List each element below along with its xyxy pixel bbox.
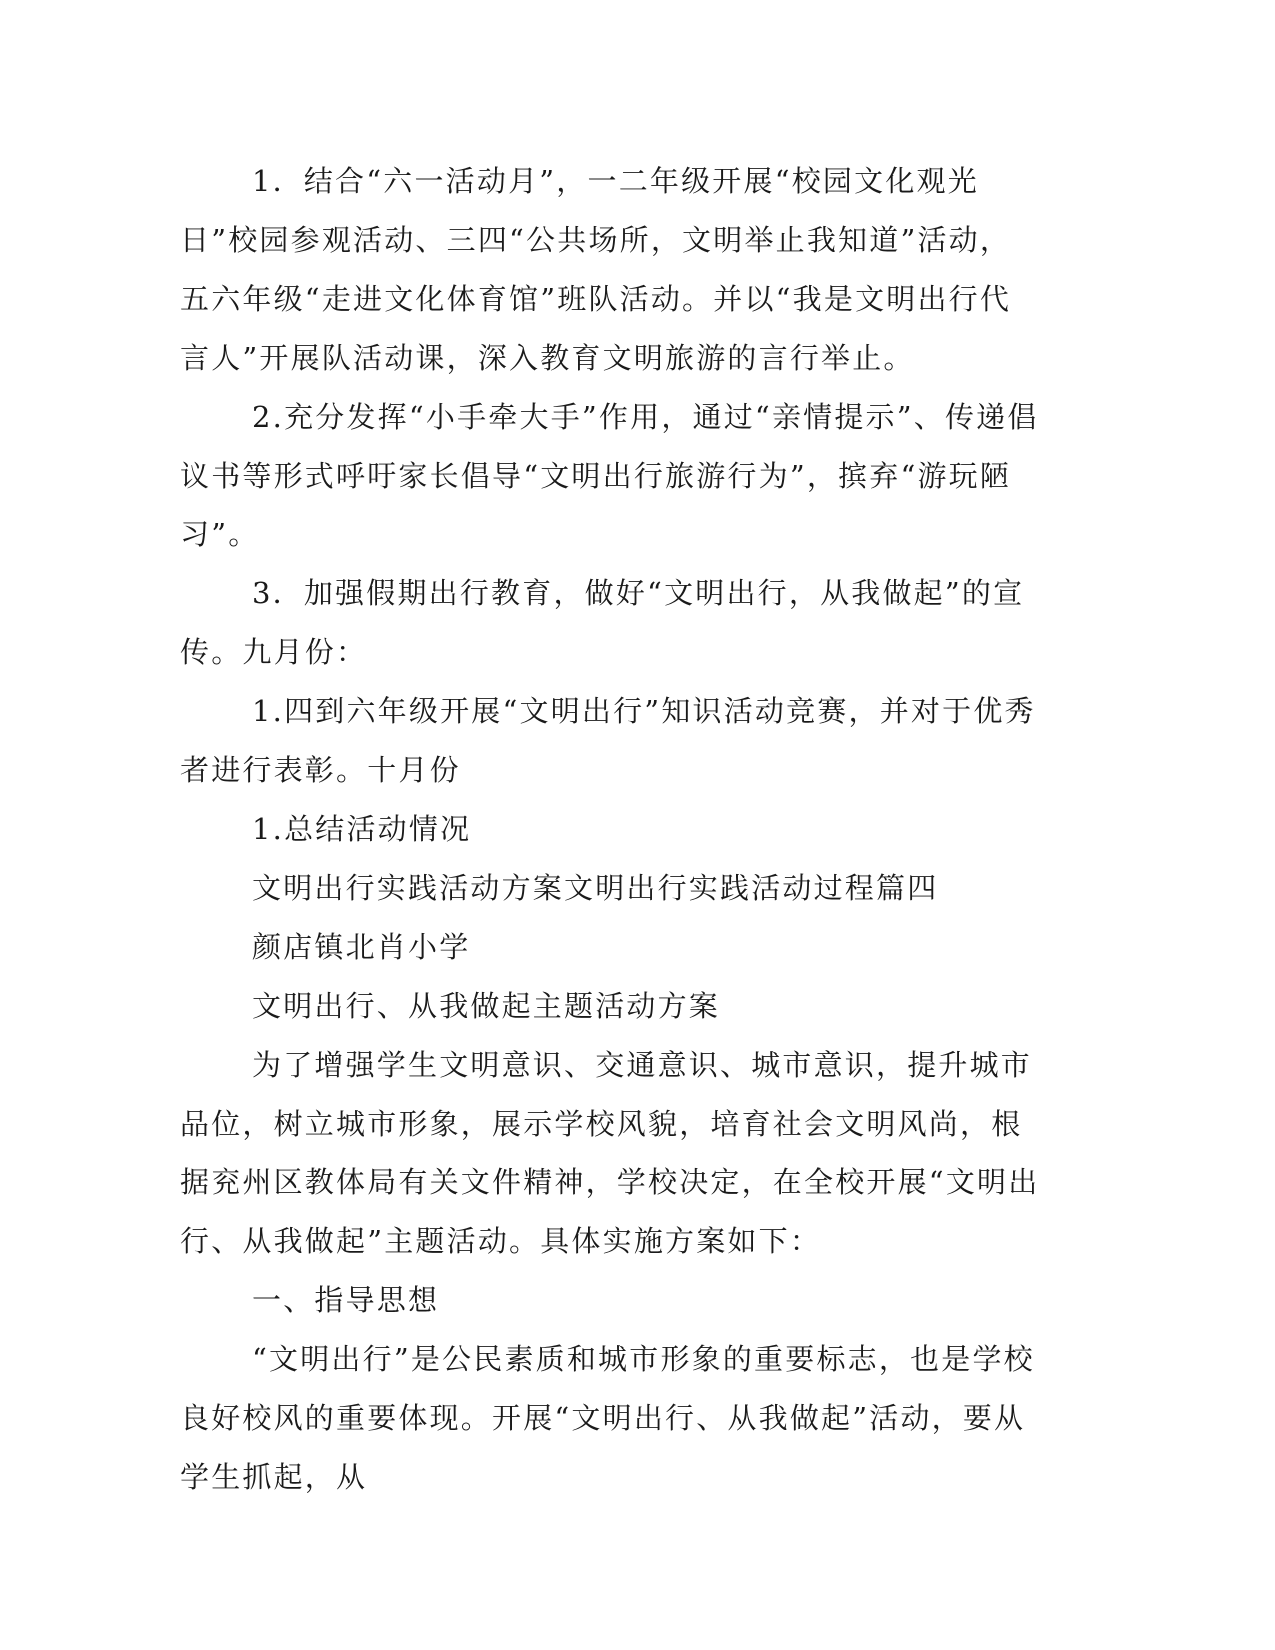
- document-body: [180, 152, 1040, 1507]
- intro-paragraph: 为了增强学生文明意识、交通意识、城市意识，提升城市品位，树立城市形象，展示学校风貌，培育社会文明风尚，根据兖州区教体局有关文件精神，学校决定，在全校开展“文明出行、从我做起”主题活动。具体实施方案如下：: [180, 1047, 1040, 1259]
- guiding-ideology-paragraph: “文明出行”是公民素质和城市形象的重要标志，也是学校良好校风的重要体现。开展“文明出行、从我做起”活动，要从学生抓起，从: [180, 1342, 1035, 1494]
- paragraph-item-4: 1.四到六年级开展“文明出行”知识活动竞赛，并对于优秀者进行表彰。十月份: [180, 694, 1036, 788]
- section-heading: 文明出行实践活动方案文明出行实践活动过程篇四: [252, 870, 939, 905]
- guiding-ideology-heading: 一、指导思想: [252, 1283, 440, 1318]
- plan-title: 文明出行、从我做起主题活动方案: [252, 988, 721, 1023]
- paragraph-item-5: 1.总结活动情况: [252, 811, 472, 846]
- paragraph-item-2: 2.充分发挥“小手牵大手”作用，通过“亲情提示”、传递倡议书等形式呼吁家长倡导“文明出行旅游行为”，摈弃“游玩陋习”。: [180, 399, 1039, 552]
- school-name: 颜店镇北肖小学: [252, 929, 471, 964]
- paragraph-item-3: 3．加强假期出行教育，做好“文明出行，从我做起”的宣传。九月份：: [180, 576, 1025, 670]
- paragraph-item-1: 1．结合“六一活动月”，一二年级开展“校园文化观光日”校园参观活动、三四“公共场所，文明举止我知道”活动，五六年级“走进文化体育馆”班队活动。并以“我是文明出行代言人”开展队活动课，深入教育文明旅游的言行举止。: [180, 164, 1012, 375]
